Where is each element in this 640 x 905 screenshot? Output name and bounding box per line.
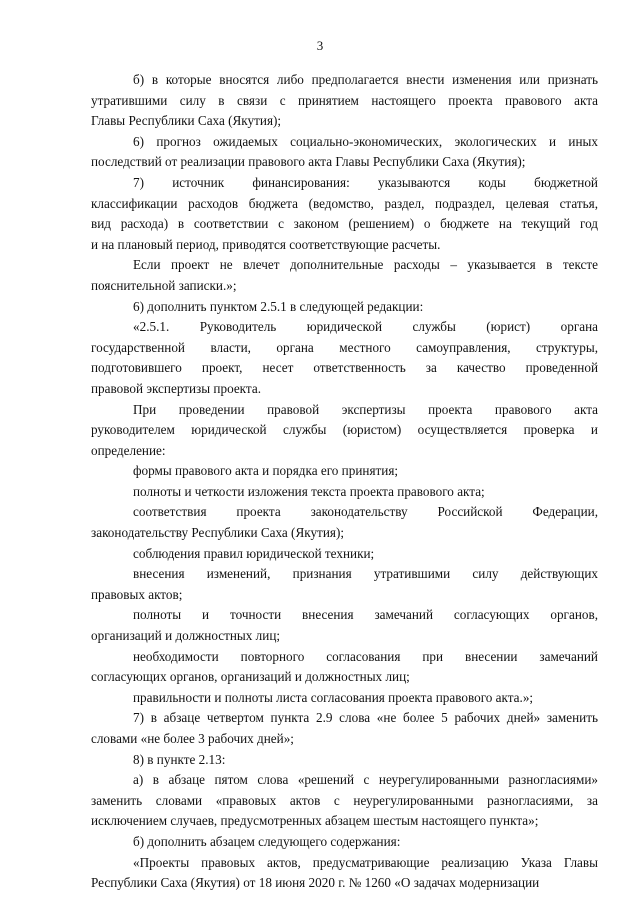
text-line: соблюдения правил юридической техники;: [133, 545, 375, 561]
text-line: и на плановый период, приводятся соответствующие расчеты.: [91, 236, 441, 252]
paragraph: [91, 832, 598, 853]
text-line: правовой экспертизы проекта.: [91, 380, 261, 396]
paragraph: [91, 688, 598, 709]
text-line: «2.5.1. Руководитель юридической службы (юрист) органа: [133, 319, 598, 335]
text-line: «Проекты правовых актов, предусматривающие реализацию Указа Главы: [133, 854, 598, 870]
paragraph: [91, 482, 598, 503]
text-line: утратившими силу в связи с принятием настоящего проекта правового акта: [91, 92, 598, 108]
text-line: исключением случаев, предусмотренных абзацем шестым настоящего пункта»;: [91, 813, 539, 829]
paragraph: [91, 605, 598, 646]
text-line: необходимости повторного согласования при внесении замечаний: [133, 648, 598, 664]
text-line: классификации расходов бюджета (ведомство, раздел, подраздел, целевая статья,: [91, 195, 598, 211]
text-line: 6) прогноз ожидаемых социально-экономических, экологических и иных: [133, 133, 598, 149]
text-line: законодательству Республики Саха (Якутия);: [91, 525, 344, 541]
text-line: Если проект не влечет дополнительные расходы – указывается в тексте: [133, 257, 598, 273]
paragraph: [91, 400, 598, 462]
paragraph: [91, 502, 598, 543]
text-line: вид расхода) в соответствии с законом (решением) о бюджете на текущий год: [91, 216, 598, 232]
text-line: б) в которые вносятся либо предполагается внести изменения или признать: [133, 72, 598, 87]
text-line: Республики Саха (Якутия) от 18 июня 2020 г. № 1260 «О задачах модернизации: [91, 875, 540, 891]
paragraph: [91, 564, 598, 605]
text-line: Главы Республики Саха (Якутия);: [91, 113, 282, 129]
text-line: внесения изменений, признания утратившими силу действующих: [133, 566, 598, 582]
text-line: государственной власти, органа местного самоуправления, структуры,: [91, 339, 598, 355]
paragraph: [91, 317, 598, 399]
text-line: а) в абзаце пятом слова «решений с неурегулированными разногласиями»: [133, 772, 598, 788]
text-line: согласующих органов, организаций и должностных лиц;: [91, 669, 410, 685]
text-line: словами «не более 3 рабочих дней»;: [91, 731, 294, 746]
paragraph: [91, 255, 598, 296]
document-body: [91, 70, 598, 894]
paragraph: [91, 708, 598, 749]
text-line: организаций и должностных лиц;: [91, 628, 281, 644]
text-line: 6) дополнить пунктом 2.5.1 в следующей редакции:: [133, 298, 424, 314]
text-line: руководителем юридической службы (юристом) осуществляется проверка и: [91, 422, 598, 438]
page-number: 3: [316, 38, 324, 53]
paragraph: [91, 647, 598, 688]
text-line: При проведении правовой экспертизы проекта правового акта: [133, 401, 598, 417]
paragraph: [91, 770, 598, 832]
paragraph: [91, 173, 598, 255]
text-line: б) дополнить абзацем следующего содержания:: [133, 833, 401, 849]
text-line: соответствия проекта законодательству Российской Федерации,: [133, 504, 598, 520]
paragraph: [91, 750, 598, 771]
paragraph: [91, 544, 598, 565]
paragraph: [91, 461, 598, 482]
text-line: 7) источник финансирования: указываются коды бюджетной: [133, 174, 598, 190]
text-line: полноты и четкости изложения текста проекта правового акта;: [133, 483, 485, 499]
paragraph: [91, 132, 598, 173]
text-line: 7) в абзаце четвертом пункта 2.9 слова «не более 5 рабочих дней» заменить: [133, 710, 598, 726]
text-line: пояснительной записки.»;: [91, 277, 237, 293]
text-line: подготовившего проект, несет ответственность за качество проведенной: [91, 360, 598, 376]
text-line: последствий от реализации правового акта Главы Республики Саха (Якутия);: [91, 154, 526, 170]
text-line: формы правового акта и порядка его принятия;: [133, 463, 399, 479]
text-line: полноты и точности внесения замечаний согласующих органов,: [133, 607, 598, 623]
text-line: 8) в пункте 2.13:: [133, 751, 226, 767]
paragraph: [91, 70, 598, 132]
text-line: определение:: [91, 442, 166, 458]
paragraph: [91, 297, 598, 318]
text-line: заменить словами «правовых актов с неурегулированными разногласиями, за: [91, 792, 598, 808]
text-line: правильности и полноты листа согласования проекта правового акта.»;: [133, 689, 534, 705]
text-line: правовых актов;: [91, 586, 183, 602]
paragraph: [91, 853, 598, 894]
